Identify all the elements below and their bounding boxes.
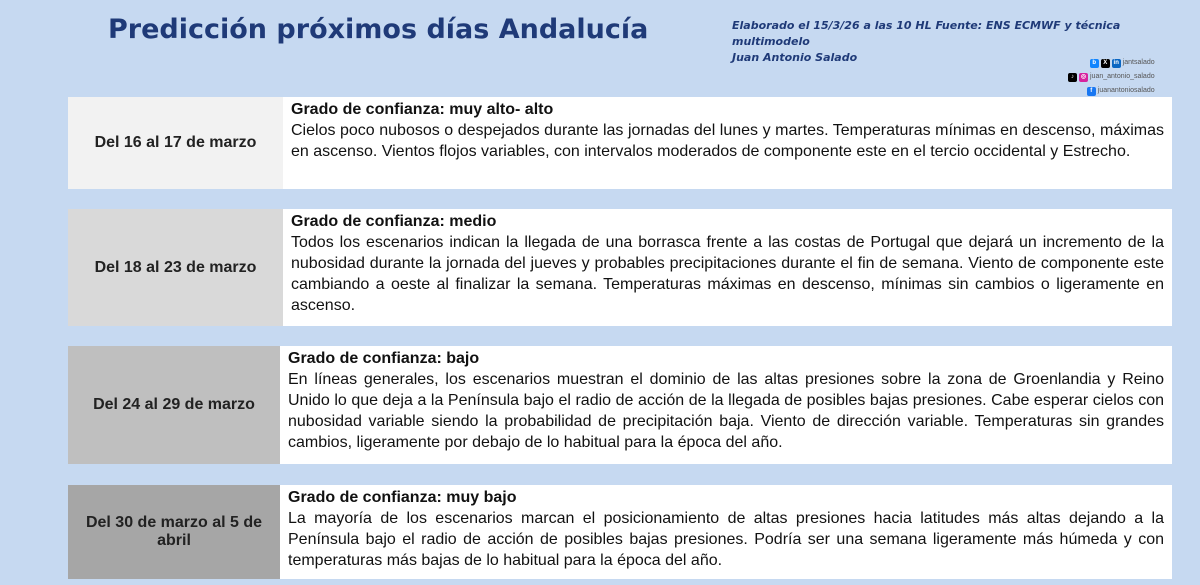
credits-source: Elaborado el 15/3/26 a las 10 HL Fuente: ENS ECMWF y técnica multimodelo bbox=[732, 19, 1121, 48]
period-dates: Del 30 de marzo al 5 de abril bbox=[68, 485, 280, 579]
tiktok-icon: ♪ bbox=[1068, 73, 1077, 82]
page-title: Predicción próximos días Andalucía bbox=[108, 14, 649, 45]
period-description: Todos los escenarios indican la llegada de una borrasca frente a las costas de Portugal que dejará un incremento de la nubosidad durante la jornada del jueves y probables precipitaciones durante el fin de semana. Viento de componente este cambiando a oeste al finalizar la semana. Temperaturas máximas en descenso, mínimas sin cambios o ligeramente en ascenso. bbox=[291, 234, 1164, 314]
social-handle: juanantoniosalado bbox=[1097, 87, 1155, 94]
period-content bbox=[280, 485, 1172, 579]
forecast-period bbox=[68, 97, 1172, 189]
credits-author: Juan Antonio Salado bbox=[732, 51, 858, 64]
period-description: La mayoría de los escenarios marcan el posicionamiento de altas presiones hacia latitudes más altas dejando a la Península bajo el radio de acción de posibles bajas presiones. Podría ser una semana ligeramente más húmeda y con temperaturas más bajas de lo habitual para la época del año. bbox=[288, 510, 1164, 569]
period-dates: Del 16 al 17 de marzo bbox=[68, 97, 283, 189]
social-handle: jantsalado bbox=[1122, 59, 1155, 66]
period-dates: Del 24 al 29 de marzo bbox=[68, 346, 280, 464]
social-row-facebook[interactable] bbox=[1068, 84, 1155, 98]
period-content bbox=[280, 346, 1172, 464]
period-description: En líneas generales, los escenarios muestran el dominio de las altas presiones sobre la zona de Groenlandia y Reino Unido lo que deja a la Península bajo el radio de acción de la llegada de posibles bajas presiones. Cabe esperar cielos con nubosidad variable siendo la probabilidad de precipitación baja. Viento de dirección variable. Temperaturas sin grandes cambios, ligeramente por debajo de lo habitual para la época del año. bbox=[288, 371, 1164, 451]
instagram-icon: ◎ bbox=[1080, 73, 1087, 80]
bluesky-icon: b bbox=[1090, 59, 1099, 68]
x-icon: X bbox=[1101, 59, 1110, 68]
social-row-twitter[interactable] bbox=[1068, 56, 1155, 70]
period-dates: Del 18 al 23 de marzo bbox=[68, 209, 283, 326]
confidence-level: Grado de confianza: muy bajo bbox=[288, 489, 517, 506]
confidence-level: Grado de confianza: muy alto- alto bbox=[291, 101, 554, 118]
confidence-level: Grado de confianza: medio bbox=[291, 213, 497, 230]
social-row-tiktok[interactable] bbox=[1068, 70, 1155, 84]
period-content bbox=[283, 97, 1172, 189]
confidence-level: Grado de confianza: bajo bbox=[288, 350, 480, 367]
period-content bbox=[283, 209, 1172, 326]
facebook-icon: f bbox=[1087, 87, 1096, 96]
forecast-period bbox=[68, 209, 1172, 326]
linkedin-icon: in bbox=[1113, 59, 1119, 66]
period-description: Cielos poco nubosos o despejados durante las jornadas del lunes y martes. Temperaturas mínimas en descenso, máximas en ascenso. Vientos flojos variables, con intervalos moderados de componente este en el tercio occidental y Estrecho. bbox=[291, 122, 1164, 160]
social-handle: juan_antonio_salado bbox=[1090, 73, 1155, 80]
social-links bbox=[1068, 56, 1155, 98]
forecast-period bbox=[68, 346, 1172, 464]
forecast-period bbox=[68, 485, 1172, 579]
